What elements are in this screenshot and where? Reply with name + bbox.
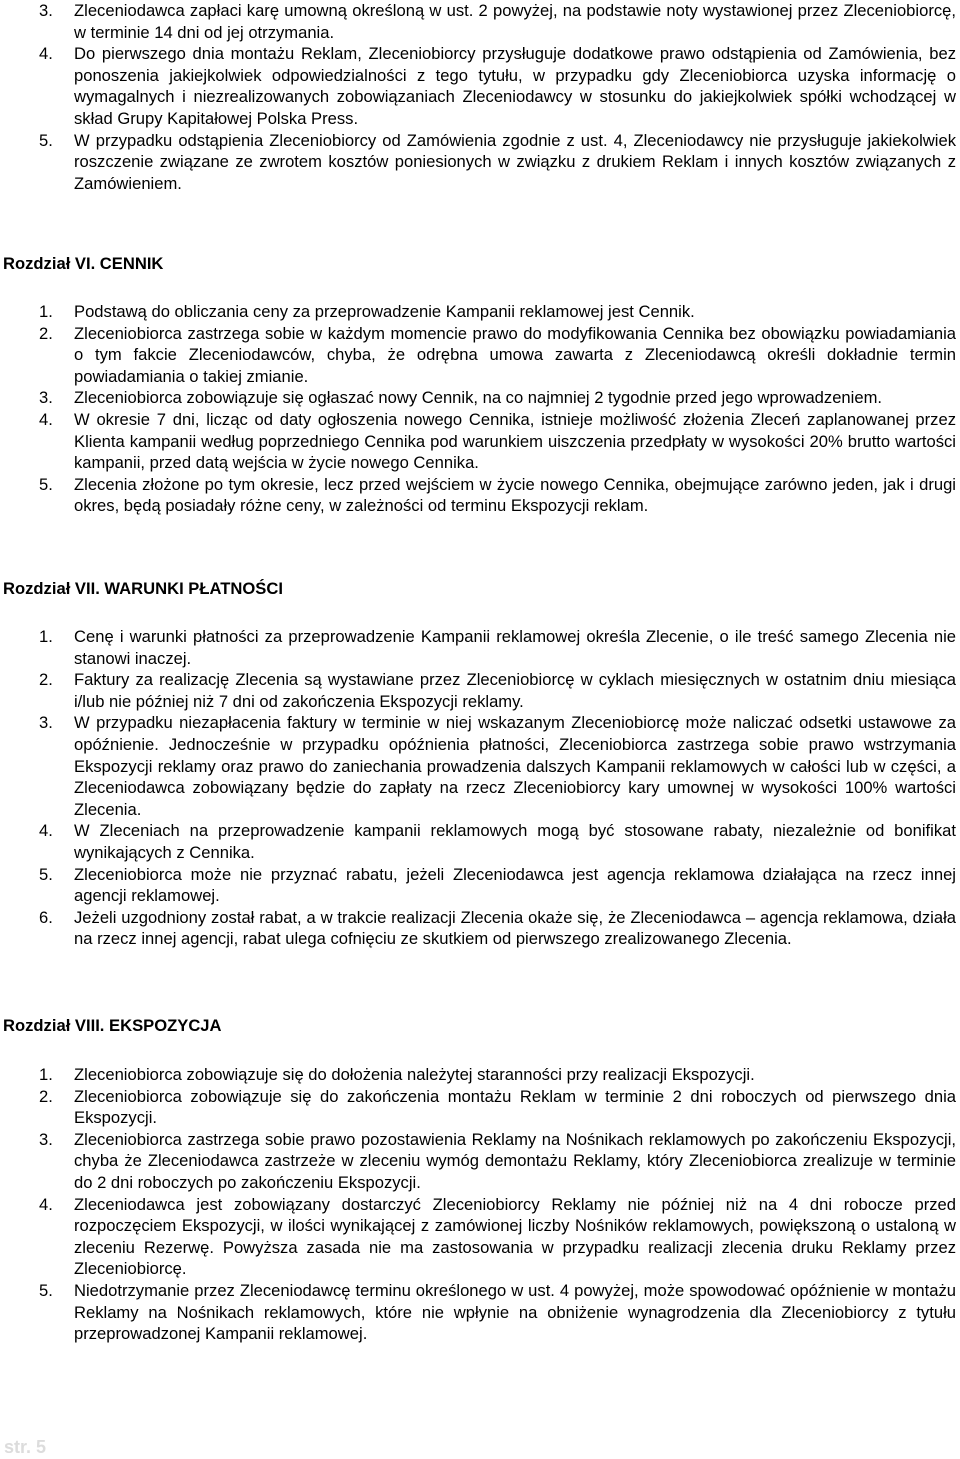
chapter7-item-5 [0,864,960,907]
item-number: 3. [39,713,53,733]
item-text: Zleceniobiorca zastrzega sobie w każdym momencie prawo do modyfikowania Cennika bez obowiązku powiadamiania o tym fakcie Zleceniodawców, chyba, że odrębna umowa zawarta z Zleceniodawcą określi dokładnie termin powiadamiania o takiej zmianie. [74,323,956,386]
item-text: Zleceniobiorca zastrzega sobie prawo pozostawienia Reklamy na Nośnikach reklamowych po zakończeniu Ekspozycji, chyba że Zleceniodawca zastrzeże w zleceniu wymóg demontażu Reklamy, który Zleceniobiorca zrealizuje w terminie do 2 dni roboczych po zakończeniu Ekspozycji. [74,1129,956,1192]
item-number: 4. [39,409,53,429]
item-text: Cenę i warunki płatności za przeprowadzenie Kampanii reklamowej określa Zlecenie, o ile treść samego Zlecenia nie stanowi inaczej. [74,627,956,668]
chapter6-item-1 [0,301,960,323]
item-text: Podstawą do obliczania ceny za przeprowadzenie Kampanii reklamowej jest Cennik. [74,302,695,321]
item-number: 5. [39,474,53,494]
item-text: Zleceniobiorca zobowiązuje się do zakończenia montażu Reklam w terminie 2 dni roboczych od pierwszego dnia Ekspozycji. [74,1086,956,1128]
item-text: W przypadku niezapłacenia faktury w terminie w niej wskazanym Zleceniobiorcę może naliczać odsetki ustawowe za opóźnienie. Jednocześnie w przypadku opóźnienia płatności, Zleceniobiorca zastrzega sobie prawo wstrzymania Ekspozycji reklamy oraz prawo do zaniechania prowadzenia dalszych Kampanii reklamowych w całości lub w części, a Zleceniodawca zobowiązany będzie do zapłaty na rzecz Zleceniobiorcy kary umownej w wysokości 100% wartości Zlecenia. [74,713,956,819]
item-number: 5. [39,1280,53,1300]
item-text: Zlecenia złożone po tym okresie, lecz przed wejściem w życie nowego Cennika, obejmujące zarówno jeden, jak i drugi okres, będą posiadały różne ceny, w zależności od terminu Ekspozycji reklam. [74,474,956,516]
chapter6-item-2 [0,323,960,388]
chapter-7-heading: Rozdział VII. WARUNKI PŁATNOŚCI [3,579,283,598]
chapter7-item-4 [0,820,960,863]
chapter7-item-2 [0,669,960,712]
top-item-3 [0,130,960,195]
chapter7-item-6 [0,907,960,950]
chapter6-item-5 [0,474,960,517]
item-text: Faktury za realizację Zlecenia są wystawiane przez Zleceniobiorcę w cyklach miesięcznych w ostatnim dniu miesiąca i/lub nie później niż 7 dni od zakończenia Ekspozycji reklamy. [74,670,956,711]
item-number: 4. [39,821,53,841]
chapter-8-list [0,1064,960,1345]
item-number: 2. [39,1086,53,1106]
chapter7-item-1 [0,626,960,669]
item-number: 1. [39,302,53,321]
top-item-2 [0,43,960,129]
item-number: 4. [39,1194,53,1214]
item-text: W okresie 7 dni, licząc od daty ogłoszenia nowego Cennika, istnieje możliwość złożenia Zleceń zaplanowanej przez Klienta kampanii według poprzedniego Cennika pod warunkiem uiszczenia przedpłaty w wysokości 20% brutto wartości kampanii, przed datą wejścia w życie nowego Cennika. [74,409,956,473]
chapter8-item-5 [0,1280,960,1345]
item-number: 1. [39,1065,53,1084]
chapter-7-list [0,626,960,950]
item-number: 3. [39,1,53,20]
item-text: Zleceniobiorca może nie przyznać rabatu, jeżeli Zleceniodawca jest agencja reklamowa działająca na rzecz innej agencji reklamowej. [74,864,956,906]
item-number: 2. [39,670,53,690]
chapter-8-heading: Rozdział VIII. EKSPOZYCJA [3,1016,222,1035]
item-text: Jeżeli uzgodniony został rabat, a w trakcie realizacji Zlecenia okaże się, że Zleceniodawca – agencja reklamowa, działa na rzecz innej agencji, rabat ulega cofnięciu ze skutkiem od pierwszego zrealizowanego Zlecenia. [74,907,956,949]
chapter8-item-3 [0,1129,960,1194]
item-number: 5. [39,864,53,884]
item-text: W Zleceniach na przeprowadzenie kampanii reklamowych mogą być stosowane rabaty, niezależnie od bonifikat wynikających z Cennika. [74,821,956,862]
item-text: Niedotrzymanie przez Zleceniodawcę terminu określonego w ust. 4 powyżej, może spowodować opóźnienie w montażu Reklamy na Nośnikach reklamowych, które nie wpłynie na obniżenie wynagrodzenia dla Zleceniobiorcy z tytułu przeprowadzonej Kampanii reklamowej. [74,1280,956,1344]
item-number: 3. [39,388,53,408]
item-number: 3. [39,1129,53,1149]
item-text: Zleceniodawca jest zobowiązany dostarczyć Zleceniobiorcy Reklamy nie później niż na 4 dni robocze przed rozpoczęciem Ekspozycji, w ilości wynikającej z zamówionej liczby Nośników reklamowych, powiększoną o ustaloną w zleceniu Rezerwę. Powyższa zasada nie ma zastosowania w przypadku realizacji zlecenia druku Reklamy przez Zleceniobiorcę. [74,1194,956,1279]
item-text: Zleceniobiorca zobowiązuje się do dołożenia należytej staranności przy realizacji Ekspozycji. [74,1065,755,1084]
item-number: 1. [39,627,53,646]
chapter7-item-3 [0,712,960,820]
chapter8-item-4 [0,1194,960,1280]
item-text: W przypadku odstąpienia Zleceniobiorcy od Zamówienia zgodnie z ust. 4, Zleceniodawcy nie przysługuje jakiekolwiek roszczenie związane ze zwrotem kosztów poniesionych w związku z drukiem Reklam i innych kosztów związanych z Zamówieniem. [74,130,956,193]
chapter-6-heading: Rozdział VI. CENNIK [3,254,164,273]
chapter6-item-3 [0,387,960,409]
top-list [0,0,960,194]
chapter-6-list [0,301,960,517]
item-number: 6. [39,907,53,927]
item-text: Zleceniodawca zapłaci karę umowną określoną w ust. 2 powyżej, na podstawie noty wystawionej przez Zleceniobiorcę, w terminie 14 dni od jej otrzymania. [74,1,956,42]
chapter8-item-1 [0,1064,960,1086]
top-item-1 [0,0,960,43]
item-number: 2. [39,323,53,343]
item-number: 5. [39,130,53,150]
chapter8-item-2 [0,1086,960,1129]
item-text: Zleceniobiorca zobowiązuje się ogłaszać nowy Cennik, na co najmniej 2 tygodnie przed jego wprowadzeniem. [74,388,883,408]
item-text: Do pierwszego dnia montażu Reklam, Zleceniobiorcy przysługuje dodatkowe prawo odstąpienia od Zamówienia, bez ponoszenia jakiejkolwiek odpowiedzialności z tego tytułu, w przypadku gdy Zleceniobiorca uzyska informację o wymagalnych i niezrealizowanych zobowiązaniach Zleceniodawcy w stosunku do jakiejkolwiek spółki wchodzącej w skład Grupy Kapitałowej Polska Press. [74,44,956,128]
item-number: 4. [39,44,53,64]
chapter6-item-4 [0,409,960,474]
page-number: str. 5 [4,1437,47,1457]
